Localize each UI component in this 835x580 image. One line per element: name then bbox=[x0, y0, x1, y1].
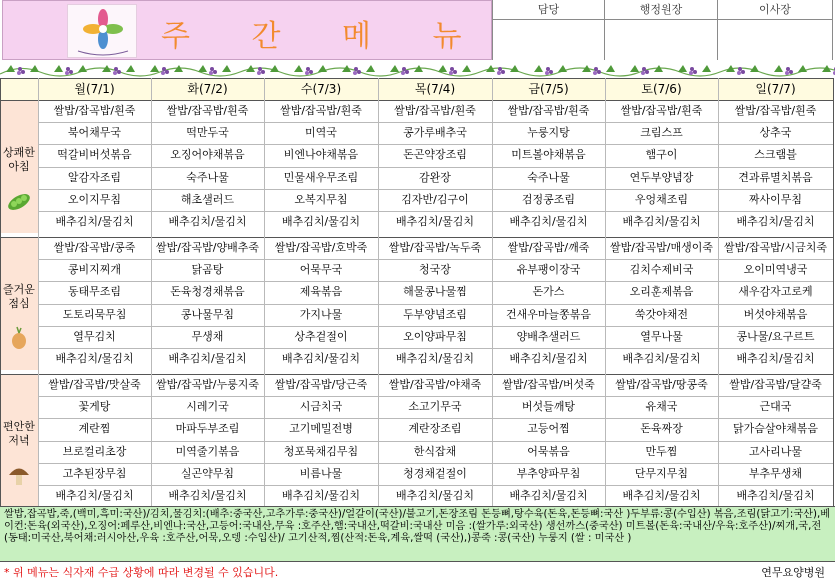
menu-cell: 콩나물무침 bbox=[180, 307, 235, 321]
grid-line bbox=[492, 78, 493, 506]
menu-cell: 김자반/김구이 bbox=[401, 192, 469, 206]
menu-cell: 돈곤약장조림 bbox=[403, 148, 467, 162]
menu-cell: 도토리묵무침 bbox=[62, 307, 127, 321]
menu-cell: 건새우마늘쫑볶음 bbox=[505, 307, 591, 321]
menu-cell: 떡갈비버섯볶음 bbox=[57, 148, 132, 162]
menu-cell: 쌀밥/잡곡밥/당근죽 bbox=[274, 378, 368, 391]
menu-cell: 콩나물/요구르트 bbox=[736, 329, 815, 343]
meal-separator bbox=[0, 237, 833, 238]
menu-cell: 오이지무침 bbox=[67, 192, 122, 206]
menu-cell: 배추김치/물김치 bbox=[168, 352, 247, 365]
hospital-logo bbox=[67, 4, 137, 58]
menu-cell: 배추김치/물김치 bbox=[395, 215, 475, 228]
menu-cell: 배추김치/물김치 bbox=[281, 352, 361, 365]
meal-separator bbox=[0, 374, 833, 375]
grid-line bbox=[38, 441, 833, 442]
menu-cell: 쑥갓야채전 bbox=[634, 307, 689, 321]
menu-cell: 배추김치/물김치 bbox=[622, 215, 701, 228]
grid-line bbox=[38, 418, 833, 419]
menu-cell: 쌀밥/잡곡밥/흰죽 bbox=[166, 104, 249, 117]
menu-cell: 양배추샐러드 bbox=[516, 329, 581, 343]
menu-cell: 쌀밥/잡곡밥/양배추죽 bbox=[155, 241, 260, 254]
menu-cell: 배추김치/물김치 bbox=[168, 489, 247, 502]
menu-cell: 어묵무국 bbox=[299, 263, 343, 277]
menu-cell: 짜사이무침 bbox=[748, 192, 803, 206]
menu-cell: 돈육청경채볶음 bbox=[170, 285, 245, 299]
day-header: 수(7/3) bbox=[264, 78, 378, 100]
menu-cell: 떡만두국 bbox=[186, 126, 229, 140]
menu-cell: 버섯들깨탕 bbox=[521, 400, 576, 414]
menu-cell: 쌀밥/잡곡밥/깨죽 bbox=[507, 241, 590, 254]
menu-cell: 우엉채조림 bbox=[634, 192, 689, 206]
grid-line bbox=[833, 78, 834, 506]
menu-cell: 제육볶음 bbox=[299, 285, 343, 299]
grid-line bbox=[0, 78, 1, 506]
menu-cell: 콩가루배추국 bbox=[403, 126, 467, 140]
menu-cell: 숙주나물 bbox=[527, 170, 570, 184]
menu-cell: 시레기국 bbox=[186, 400, 229, 414]
menu-cell: 꽃게탕 bbox=[78, 400, 111, 414]
menu-cell: 배추김치/물김치 bbox=[509, 489, 588, 502]
day-header: 토(7/6) bbox=[605, 78, 718, 100]
approval-col-admin[interactable] bbox=[605, 0, 718, 60]
menu-cell: 한식잡채 bbox=[413, 444, 457, 458]
menu-cell: 쌀밥/잡곡밥/흰죽 bbox=[734, 104, 817, 117]
menu-cell: 고사리나물 bbox=[748, 444, 803, 458]
menu-cell: 오복지무침 bbox=[294, 192, 348, 206]
menu-cell: 배추김치/물김치 bbox=[395, 489, 475, 502]
menu-cell: 견과류멸치볶음 bbox=[738, 170, 813, 184]
menu-cell: 닭곰탕 bbox=[191, 263, 224, 277]
grid-line bbox=[38, 259, 833, 260]
menu-cell: 청포묵채김무침 bbox=[283, 444, 359, 458]
menu-cell: 계란찜 bbox=[78, 422, 111, 436]
menu-cell: 돈가스 bbox=[532, 285, 565, 299]
menu-cell: 미역국 bbox=[305, 126, 337, 140]
menu-cell: 단무지무침 bbox=[634, 466, 689, 480]
change-notice: * 위 메뉴는 식자재 수급 상황에 따라 변경될 수 있습니다. bbox=[4, 566, 279, 579]
day-header: 금(7/5) bbox=[492, 78, 605, 100]
menu-cell: 부추무생채 bbox=[748, 466, 803, 480]
menu-cell: 고추된장무침 bbox=[62, 466, 127, 480]
approval-col-chairman[interactable] bbox=[718, 0, 833, 60]
menu-cell: 쌀밥/잡곡밥/야채죽 bbox=[388, 378, 482, 391]
menu-cell: 연두부양념장 bbox=[629, 170, 694, 184]
header bbox=[0, 0, 835, 60]
grid-line bbox=[38, 144, 833, 145]
meal-label: 즐거운 점심 bbox=[3, 283, 35, 310]
approval-label: 이사장 bbox=[718, 0, 832, 20]
menu-cell: 숙주나물 bbox=[186, 170, 229, 184]
origin-info: 쌀밥,잡곡밥,죽,(백미,흑미:국산)/김치,물김치:(배추:중국산,고추가루:중국산)/얼갈이(국산)/불고기,돈장조림 돈등뼈,탕수육(돈육,돈등뼈:국산 )두부류:콩(수입산) 볶음,조림(닭고기:국산),베이컨:돈육(외국산),오징어:페루산,비엔나:국산,고등어:국내산,무육 :호주산,햄:국내산,떡갈비:국내산 미음 :(쌀가루:외국산) 생선까스(중국산) 미트볼(돈육:국내산/우육:호주산)/찌개,국,전(동태:미국산,북어채:러시아산,우육 :호주산,어묵,오뎅 :수입산)/ 고기산적,찜(산적:돈육,계육,쌀떡 (국산),)콩죽 :콩(국산) 누룽지 (쌀 : 미국산 ) bbox=[0, 506, 835, 562]
menu-cell: 해물콩나물찜 bbox=[403, 285, 467, 299]
menu-cell: 배추김치/물김치 bbox=[622, 489, 701, 502]
menu-cell: 쌀밥/잡곡밥/호박죽 bbox=[274, 241, 368, 254]
menu-cell: 무생채 bbox=[191, 329, 224, 343]
menu-cell: 쌀밥/잡곡밥/누룽지죽 bbox=[155, 378, 260, 391]
menu-cell: 계란장조림 bbox=[408, 422, 462, 436]
menu-cell: 배추김치/물김치 bbox=[736, 489, 815, 502]
menu-cell: 배추김치/물김치 bbox=[281, 215, 361, 228]
menu-cell: 열무김치 bbox=[73, 329, 116, 343]
grid-line bbox=[718, 78, 719, 506]
meal-label: 상쾌한 아침 bbox=[3, 146, 35, 173]
page-title: 주 간 메 뉴 bbox=[161, 19, 488, 54]
grape-vine-border bbox=[0, 60, 835, 78]
mushroom-icon bbox=[6, 462, 32, 488]
menu-cell: 유채국 bbox=[645, 400, 678, 414]
menu-cell: 두부양념조림 bbox=[403, 307, 467, 321]
menu-cell: 쌀밥/잡곡밥/흰죽 bbox=[280, 104, 362, 117]
menu-cell: 유부팽이장국 bbox=[516, 263, 581, 277]
menu-cell: 알감자조림 bbox=[67, 170, 122, 184]
menu-cell: 쌀밥/잡곡밥/흰죽 bbox=[53, 104, 136, 117]
grid-line bbox=[38, 396, 833, 397]
menu-cell: 고기메밀전병 bbox=[289, 422, 353, 436]
menu-cell: 쌀밥/잡곡밥/녹두죽 bbox=[388, 241, 482, 254]
menu-cell: 비름나물 bbox=[299, 466, 343, 480]
grid-line bbox=[38, 281, 833, 282]
title-banner bbox=[2, 0, 492, 60]
menu-cell: 오징어야채볶음 bbox=[170, 148, 245, 162]
menu-cell: 배추김치/물김치 bbox=[509, 352, 588, 365]
menu-cell: 쌀밥/잡곡밥/맛살죽 bbox=[48, 378, 141, 391]
menu-cell: 미역줄기볶음 bbox=[175, 444, 240, 458]
menu-cell: 쌀밥/잡곡밥/흰죽 bbox=[394, 104, 476, 117]
menu-cell: 쌀밥/잡곡밥/땅콩죽 bbox=[615, 378, 708, 391]
menu-cell: 쌀밥/잡곡밥/흰죽 bbox=[507, 104, 590, 117]
menu-cell: 쌀밥/잡곡밥/콩죽 bbox=[53, 241, 136, 254]
menu-cell: 미트볼야채볶음 bbox=[511, 148, 586, 162]
menu-cell: 상추국 bbox=[759, 126, 792, 140]
approval-table bbox=[492, 0, 833, 60]
grid-line bbox=[38, 167, 833, 168]
menu-cell: 비엔나야채볶음 bbox=[283, 148, 359, 162]
day-header: 목(7/4) bbox=[378, 78, 492, 100]
menu-cell: 쌀밥/잡곡밥/흰죽 bbox=[620, 104, 703, 117]
hospital-name: 연무요양병원 bbox=[761, 566, 825, 579]
menu-cell: 배추김치/물김치 bbox=[736, 215, 815, 228]
grid-line bbox=[38, 304, 833, 305]
grid-line bbox=[38, 463, 833, 464]
menu-cell: 동태무조림 bbox=[67, 285, 122, 299]
menu-cell: 상추겉절이 bbox=[294, 329, 348, 343]
menu-cell: 쌀밥/잡곡밥/버섯죽 bbox=[502, 378, 595, 391]
grid-top-line bbox=[0, 78, 833, 79]
grid-line bbox=[38, 189, 833, 190]
menu-cell: 소고기무국 bbox=[408, 400, 462, 414]
menu-cell: 배추김치/물김치 bbox=[509, 215, 588, 228]
menu-cell: 배추김치/물김치 bbox=[55, 215, 134, 228]
grid-line bbox=[38, 326, 833, 327]
menu-cell: 가지나물 bbox=[299, 307, 343, 321]
grid-line bbox=[38, 211, 833, 212]
menu-cell: 닭가슴살야채볶음 bbox=[732, 422, 818, 436]
grid-line bbox=[605, 78, 606, 506]
menu-cell: 근대국 bbox=[759, 400, 792, 414]
menu-cell: 배추김치/물김치 bbox=[168, 215, 247, 228]
menu-cell: 오이미역냉국 bbox=[743, 263, 808, 277]
day-header: 화(7/2) bbox=[151, 78, 264, 100]
menu-cell: 쌀밥/잡곡밥/시금치죽 bbox=[723, 241, 828, 254]
grid-line bbox=[38, 78, 39, 506]
grid-corner bbox=[0, 78, 38, 100]
menu-cell: 배추김치/물김치 bbox=[622, 352, 701, 365]
menu-cell: 버섯야채볶음 bbox=[743, 307, 808, 321]
grid-line bbox=[151, 78, 152, 506]
menu-cell: 브로컬리초장 bbox=[62, 444, 127, 458]
menu-cell: 돈육짜장 bbox=[640, 422, 683, 436]
grid-line bbox=[264, 78, 265, 506]
menu-cell: 민물새우무조림 bbox=[283, 170, 359, 184]
menu-cell: 배추김치/물김치 bbox=[736, 352, 815, 365]
onion-icon bbox=[6, 325, 32, 351]
menu-cell: 오이양파무침 bbox=[403, 329, 467, 343]
menu-cell: 북어채무국 bbox=[67, 126, 122, 140]
approval-col-staff[interactable] bbox=[493, 0, 605, 60]
menu-cell: 청경채겉절이 bbox=[403, 466, 467, 480]
approval-label: 담당 bbox=[493, 0, 604, 20]
menu-cell: 검정콩조림 bbox=[521, 192, 576, 206]
grid-line bbox=[378, 78, 379, 506]
menu-cell: 크림스프 bbox=[640, 126, 683, 140]
menu-cell: 해초샐러드 bbox=[180, 192, 235, 206]
menu-cell: 오리훈제볶음 bbox=[629, 285, 694, 299]
menu-cell: 배추김치/물김치 bbox=[55, 352, 134, 365]
menu-cell: 새우감자고로케 bbox=[738, 285, 813, 299]
menu-cell: 배추김치/물김치 bbox=[281, 489, 361, 502]
day-header: 일(7/7) bbox=[718, 78, 833, 100]
menu-cell: 햄구이 bbox=[645, 148, 678, 162]
menu-cell: 어묵볶음 bbox=[527, 444, 570, 458]
menu-cell: 배추김치/물김치 bbox=[55, 489, 134, 502]
approval-label: 행정원장 bbox=[605, 0, 717, 20]
menu-cell: 콩비지찌개 bbox=[67, 263, 122, 277]
menu-cell: 열무나물 bbox=[640, 329, 683, 343]
menu-cell: 쌀밥/잡곡밥/매생이죽 bbox=[609, 241, 714, 254]
pea-pod-icon bbox=[6, 188, 32, 214]
menu-cell: 고등어찜 bbox=[527, 422, 570, 436]
menu-cell: 마파두부조림 bbox=[175, 422, 240, 436]
day-header: 월(7/1) bbox=[38, 78, 151, 100]
grid-line bbox=[38, 122, 833, 123]
menu-cell: 감완장 bbox=[419, 170, 451, 184]
menu-cell: 청국장 bbox=[419, 263, 451, 277]
menu-cell: 김치수제비국 bbox=[629, 263, 694, 277]
menu-cell: 쌀밥/잡곡밥/달걀죽 bbox=[729, 378, 822, 391]
meal-label: 편안한 저녁 bbox=[3, 420, 35, 447]
grid-line bbox=[38, 485, 833, 486]
grid-line bbox=[38, 348, 833, 349]
menu-cell: 부추양파무침 bbox=[516, 466, 581, 480]
menu-cell: 스크램블 bbox=[754, 148, 797, 162]
menu-cell: 실곤약무침 bbox=[180, 466, 235, 480]
menu-cell: 시금치국 bbox=[299, 400, 343, 414]
meal-separator bbox=[0, 100, 833, 101]
menu-cell: 배추김치/물김치 bbox=[395, 352, 475, 365]
menu-cell: 누룽지탕 bbox=[527, 126, 570, 140]
menu-cell: 만두찜 bbox=[645, 444, 678, 458]
